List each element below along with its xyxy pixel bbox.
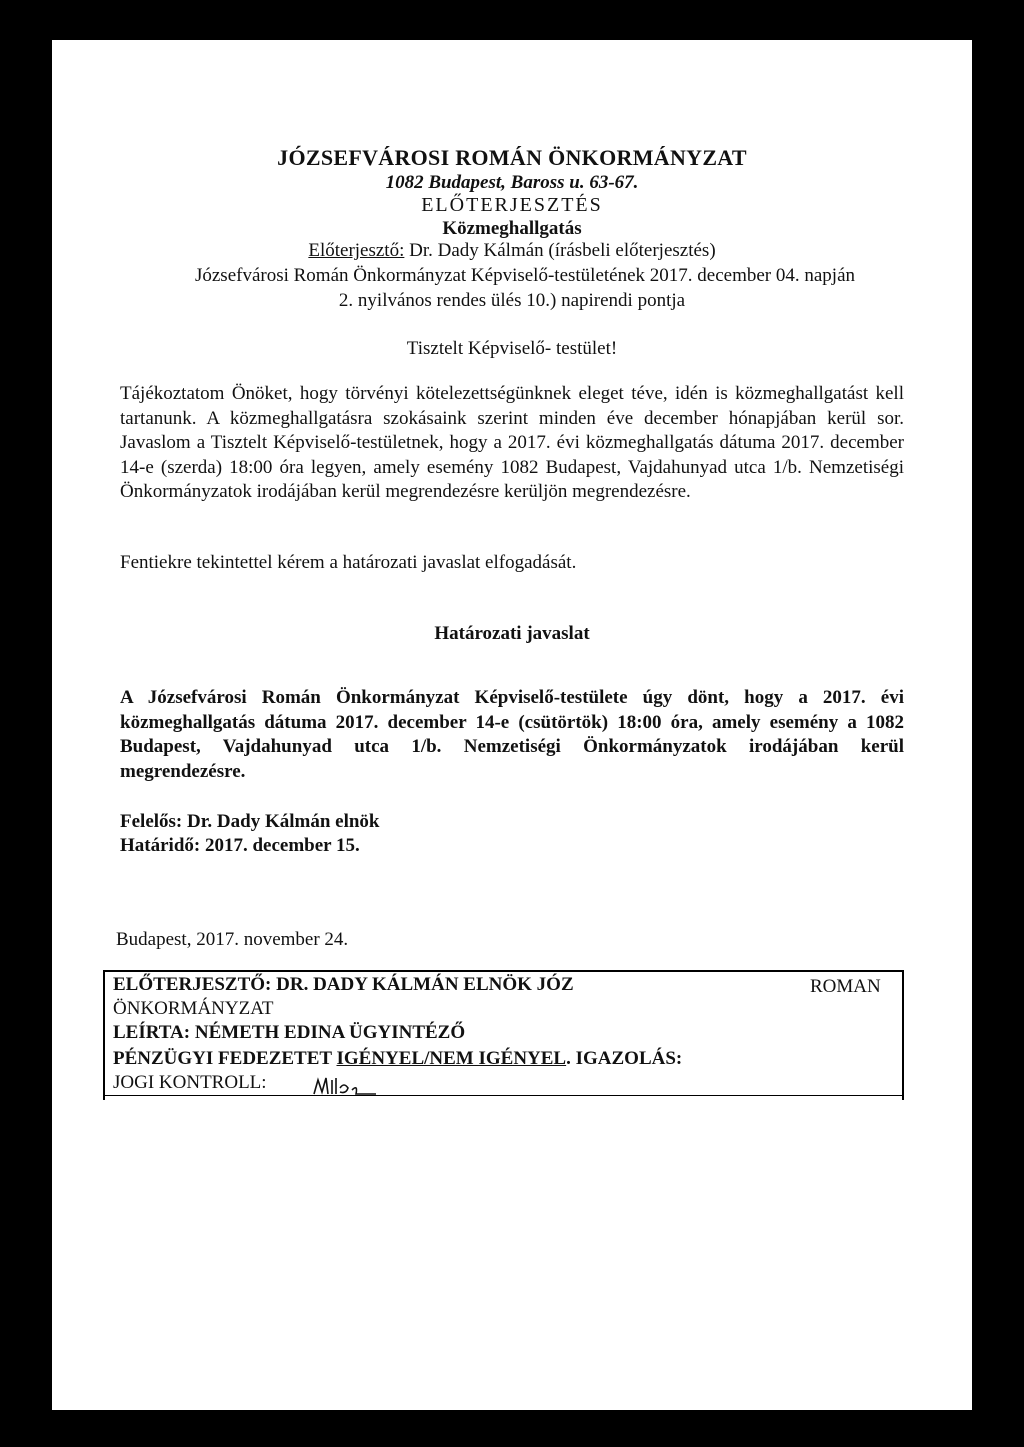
salutation: Tisztelt Képviselő- testület! (406, 338, 618, 359)
footer-written-by: LEÍRTA: NÉMETH EDINA ÜGYINTÉZŐ (113, 1022, 466, 1043)
resolution-text: A Józsefvárosi Román Önkormányzat Képviselő-testülete úgy dönt, hogy a 2017. évi közmeghallgatás dátuma 2017. december 14-e (csütörtök) 18:00 óra, amely esemény a 1082 Budapest, Vajdahunyad utca 1/b. Nemzetiségi Önkormányzatok irodájában kerül megrendezésre. (120, 687, 904, 782)
box-bottom-rule (105, 1095, 902, 1096)
presenter-label: Előterjesztő: (308, 240, 405, 261)
footer-financial (113, 1048, 682, 1070)
deadline: Határidő: 2017. december 15. (120, 835, 360, 856)
box-top-rule (105, 970, 902, 972)
meeting-line-2: 2. nyilvános rendes ülés 10.) napirendi pontja (338, 290, 686, 311)
document-subject: Közmeghallgatás (442, 218, 582, 239)
presenter-name: Dr. Dady Kálmán (írásbeli előterjesztés) (409, 240, 716, 261)
footer-financial-label: PÉNZÜGYI FEDEZETET (113, 1048, 337, 1069)
responsible-person: Felelős: Dr. Dady Kálmán elnök (120, 811, 380, 832)
presenter-line (0, 240, 1024, 262)
resolution-title: Határozati javaslat (434, 623, 590, 644)
footer-organization: ÖNKORMÁNYZAT (113, 998, 274, 1019)
place-and-date: Budapest, 2017. november 24. (116, 929, 349, 950)
footer-presenter-cont: ROMAN (810, 976, 881, 997)
organization-title: JÓZSEFVÁROSI ROMÁN ÖNKORMÁNYZAT (277, 145, 747, 170)
body-paragraph-2: Fentiekre tekintettel kérem a határozati javaslat elfogadását. (120, 552, 577, 573)
meeting-line-1: Józsefvárosi Román Önkormányzat Képviselő-testületének 2017. december 04. napján (194, 265, 856, 286)
body-paragraph-1: Tájékoztatom Önöket, hogy törvényi kötelezettségünknek eleget téve, idén is közmeghallgatást kell tartanunk. A közmeghallgatásra szokásaink szerint minden éve december hónapjában kerül sor. Javaslom a Tisztelt Képviselő-testületnek, hogy a 2017. évi közmeghallgatás dátuma 2017. december 14-e (szerda) 18:00 óra legyen, amely esemény 1082 Budapest, Vajdahunyad utca 1/b. Nemzetiségi Önkormányzatok irodájában kerül megrendezésre kerüljön megrendezésre. (120, 383, 904, 502)
approval-box (103, 970, 904, 1100)
footer-legal-control: JOGI KONTROLL: (113, 1072, 267, 1093)
document-type: ELŐTERJESZTÉS (421, 194, 603, 216)
organization-address: 1082 Budapest, Baross u. 63-67. (385, 172, 639, 193)
footer-financial-option: IGÉNYEL/NEM IGÉNYEL (336, 1048, 567, 1069)
footer-financial-verify: . IGAZOLÁS: (566, 1048, 683, 1069)
footer-presenter: ELŐTERJESZTŐ: DR. DADY KÁLMÁN ELNÖK JÓZ (113, 974, 574, 995)
